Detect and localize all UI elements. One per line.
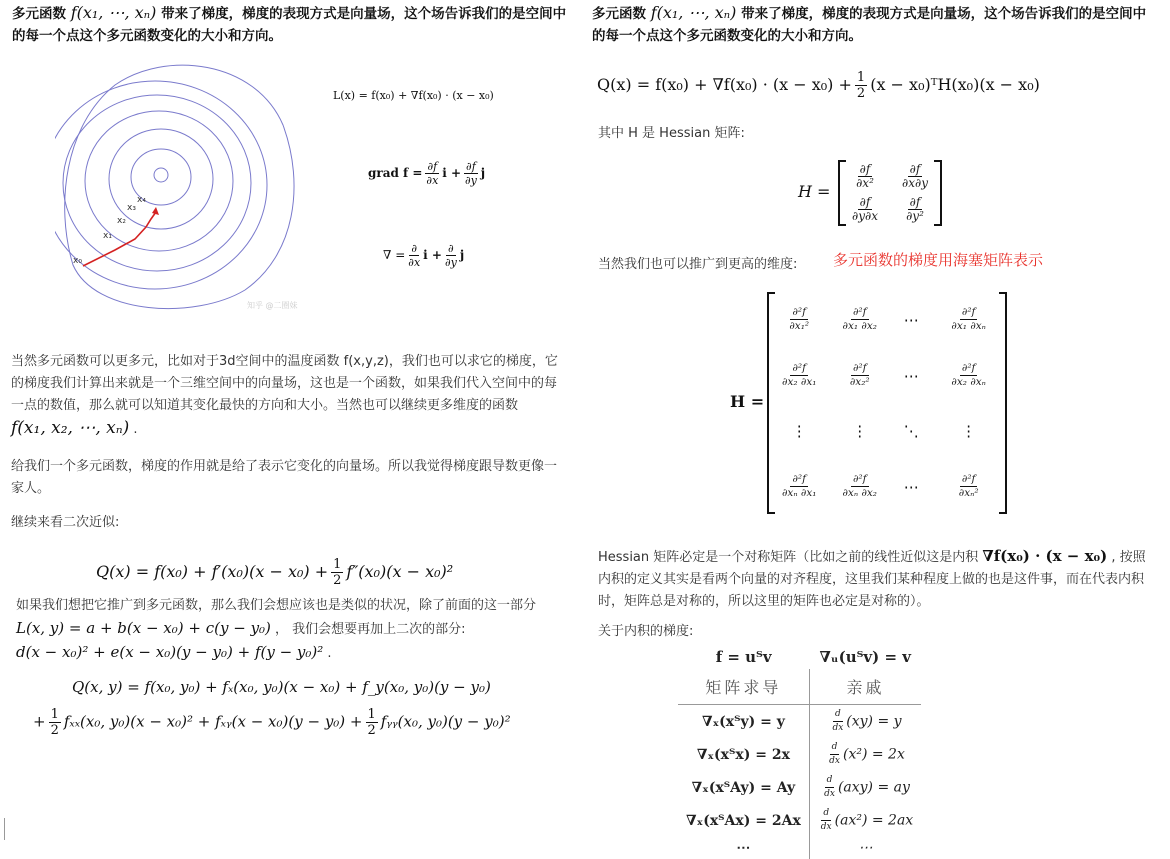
frac-num: ∂f <box>859 162 871 176</box>
formula-part: Q(x) = f(x₀) + f′(x₀)(x − x₀) + <box>96 562 329 581</box>
right-intro <box>592 2 1152 47</box>
intro-text: 多元函数 <box>12 6 71 22</box>
formula-part: (x − x₀)ᵀH(x₀)(x − x₀) <box>870 75 1040 94</box>
frac-num: d <box>825 774 835 788</box>
matrix-entry <box>829 709 846 733</box>
frac-den: 2 <box>333 573 342 588</box>
matrix-entry <box>786 306 812 333</box>
matrix-entry <box>840 473 881 500</box>
frac-num: ∂ <box>411 242 418 255</box>
quadratic-2d-line1: Q(x, y) = f(x₀, y₀) + fₓ(x₀, y₀)(x − x₀) + f_y(x₀, y₀)(y − y₀) <box>72 678 491 696</box>
hessian-intro: 其中 H 是 Hessian 矩阵: <box>598 126 745 141</box>
matrix-entry <box>847 362 873 389</box>
frac-den: ∂x₂ ∂x₁ <box>782 375 817 388</box>
frac-den: ∂y <box>444 256 457 269</box>
paragraph-quadratic: 继续来看二次近似: <box>11 515 120 530</box>
nabla-mid: i + <box>423 248 442 262</box>
frac-den: ∂xₙ ∂x₁ <box>781 486 817 499</box>
table-header-matrix-derivative: 矩阵求导 <box>678 669 809 705</box>
nabla-end: j <box>459 248 465 262</box>
para-text: 如果我们想把它推广到多元函数，那么我们会想应该也是类似的状况，除了前面的这一部分 <box>16 598 537 613</box>
formula-part: + <box>33 712 46 731</box>
frac-num: d <box>830 741 840 755</box>
hessian-2x2-lhs: H = <box>798 182 831 201</box>
table-row <box>678 771 921 804</box>
frac-den: dx <box>820 822 832 832</box>
ellipsis: ⋮ <box>852 422 868 441</box>
left-edge-marker <box>4 818 5 840</box>
label-x1: x₁ <box>103 231 112 241</box>
quadratic-2d-line2 <box>33 707 511 738</box>
table-cell-scalar <box>809 837 921 859</box>
scalar-formula: (xy) = y <box>846 713 902 730</box>
frac-den: ∂y² <box>906 209 924 223</box>
table-cell-matrix: ∇ₓ(xᵀAy) = Ay <box>678 771 809 804</box>
frac-num: ∂²f <box>961 472 976 485</box>
hessian-nxn-lhs: H = <box>730 392 765 411</box>
table-top-left: f = uᵀv <box>715 648 772 666</box>
matrix-entry <box>853 163 877 190</box>
frac-num: ∂²f <box>792 472 806 485</box>
matrix-entry <box>904 477 919 496</box>
red-annotation: 多元函数的梯度用海塞矩阵表示 <box>833 251 1044 269</box>
frac-num: ∂²f <box>852 361 867 374</box>
hessian-2x2-matrix <box>838 160 942 226</box>
table-cell-matrix: ⋯ <box>678 837 809 859</box>
scalar-formula: (ax²) = 2ax <box>834 812 914 829</box>
linear-approx-formula: L(x) = f(x₀) + ∇f(x₀) · (x − x₀) <box>333 89 494 102</box>
frac-num: ∂²f <box>792 306 807 319</box>
frac-den: 2 <box>50 723 59 738</box>
matrix-entry <box>818 808 835 832</box>
frac-den: ∂x∂y <box>902 176 928 190</box>
matrix-entry <box>948 362 989 389</box>
table-cell-scalar <box>809 804 921 837</box>
matrix-entry <box>826 742 843 766</box>
frac-num: ∂²f <box>961 306 976 319</box>
frac-num: d <box>821 807 831 821</box>
derivative-table <box>678 645 921 859</box>
table-cell-matrix: ∇ₓ(xᵀy) = y <box>678 705 809 739</box>
scalar-formula: (x²) = 2x <box>842 746 905 763</box>
grad-formula <box>368 160 485 187</box>
table-cell-matrix: ∇ₓ(xᵀAx) = 2Ax <box>678 804 809 837</box>
formula-part: Q(x) = f(x₀) + ∇f(x₀) · (x − x₀) + <box>597 75 852 94</box>
frac-num: ∂ <box>448 242 454 255</box>
nabla-formula <box>383 242 464 269</box>
grad-end: j <box>480 166 486 180</box>
frac-den: ∂y∂x <box>852 209 878 223</box>
quadratic-terms-formula: d(x − x₀)² + e(x − x₀)(y − y₀) + f(y − y₀)² <box>16 643 324 661</box>
linear-2d-formula: L(x, y) = a + b(x − x₀) + c(y − y₀) <box>16 619 271 637</box>
label-x3: x₃ <box>127 203 136 213</box>
intro-formula: f(x₁, ⋯, xₙ) <box>650 3 737 22</box>
frac-num: ∂²f <box>961 361 976 374</box>
left-intro <box>12 2 572 47</box>
frac-num: ∂f <box>859 195 871 209</box>
quadratic-nd-formula <box>597 70 1040 101</box>
frac-num: ∂f <box>466 160 476 173</box>
table-header-relative: 亲戚 <box>809 669 921 705</box>
matrix-entry <box>904 310 919 329</box>
frac-den: ∂x₁ ∂xₙ <box>951 320 986 333</box>
intro-text: 带来了梯度，梯度的表现方式是向量场，这个场告诉我们的是空间中的每一个点这个多元函数变化的大小和方向。 <box>592 6 1147 44</box>
paragraph-multivar <box>16 595 571 665</box>
frac-num: ∂f <box>427 160 438 173</box>
matrix-entry <box>899 163 931 190</box>
frac-num: ∂f <box>909 162 921 176</box>
matrix-entry <box>821 775 838 799</box>
ellipsis: ⋱ <box>903 422 919 441</box>
ellipsis: ⋯ <box>903 311 919 330</box>
frac-den: ∂xₙ ∂x₂ <box>842 486 878 499</box>
intro-text: 多元函数 <box>592 6 651 22</box>
matrix-entry <box>903 196 927 223</box>
para-text: 当然多元函数可以更多元，比如对于3d空间中的温度函数 f(x,y,z)，我们也可以求它的梯度，它的梯度我们计算出来就是一个三维空间中的向量场，这也是一个函数，如果我们代入空间中的每一点的数值，那么就可以知道其变化最快的方向和大小。当然也可以继续更多维度的函数 <box>11 354 558 413</box>
intro-formula: f(x₁, ⋯, xₙ) <box>70 3 157 22</box>
frac-den: ∂x <box>426 174 439 187</box>
inner-product-title: 关于内积的梯度: <box>598 624 694 639</box>
para-formula: f(x₁, x₂, ⋯, xₙ) <box>11 418 130 438</box>
frac-den: ∂y <box>464 174 477 187</box>
frac-num: ∂²f <box>792 361 807 374</box>
para-text: , 按照内积的定义其实是看两个向量的对齐程度，这里我们某种程度上做的也是这件事，而在代表内积时，矩阵总是对称的，所以这里的矩阵也必定是对称的）。 <box>598 550 1146 609</box>
scalar-formula: (axy) = ay <box>837 779 910 796</box>
para-text: . <box>129 422 138 437</box>
matrix-entry <box>849 196 881 223</box>
frac-den: ∂x² <box>856 176 874 190</box>
table-row <box>678 837 921 859</box>
label-x2: x₂ <box>117 216 126 226</box>
para-text: ， 我们会想要再加上二次的部分: <box>270 622 466 637</box>
matrix-entry <box>840 306 880 333</box>
para-text: . <box>323 646 332 661</box>
table-cell-matrix: ∇ₓ(xᵀx) = 2x <box>678 738 809 771</box>
frac-num: ∂²f <box>852 306 867 319</box>
ellipsis: ⋮ <box>791 422 807 441</box>
hessian-nxn-matrix <box>767 292 1007 514</box>
matrix-entry <box>792 421 807 440</box>
gradient-contour-diagram <box>55 55 315 320</box>
frac-num: d <box>833 708 843 722</box>
frac-num: ∂²f <box>852 472 867 485</box>
table-cell-scalar <box>809 771 921 804</box>
frac-den: ∂x <box>408 256 421 269</box>
symmetric-paragraph <box>598 545 1158 613</box>
frac-num: 1 <box>367 707 376 722</box>
matrix-entry <box>961 421 976 440</box>
inner-product-formula: ∇f(x₀) · (x − x₀) <box>982 547 1108 565</box>
table-top-right: ∇ᵤ(uᵀv) = v <box>819 648 911 666</box>
table-cell-scalar <box>809 705 921 739</box>
para-text: Hessian 矩阵必定是一个对称矩阵（比如之前的线性近似这是内积 <box>598 550 983 565</box>
higher-dim-text: 当然我们也可以推广到更高的维度: <box>598 257 798 272</box>
frac-den: ∂x₁ ∂x₂ <box>842 320 877 333</box>
quadratic-1d-formula <box>96 557 453 588</box>
table-row <box>678 804 921 837</box>
frac-den: dx <box>824 789 835 799</box>
paragraph-vector-field: 给我们一个多元函数，梯度的作用就是给了表示它变化的向量场。所以我觉得梯度跟导数更像一家人。 <box>11 459 558 496</box>
label-x0: x₀ <box>73 256 82 266</box>
table-row <box>678 738 921 771</box>
paragraph-3d-gradient <box>11 351 566 441</box>
frac-den: dx <box>832 723 844 733</box>
frac-num: 1 <box>333 557 342 572</box>
frac-den: ∂x₁² <box>789 320 810 333</box>
table-row <box>678 705 921 739</box>
frac-den: dx <box>829 756 840 766</box>
matrix-entry <box>852 421 867 440</box>
frac-den: ∂x₂² <box>849 375 870 388</box>
grad-mid: i + <box>442 166 462 180</box>
table-cell-scalar <box>809 738 921 771</box>
ellipsis: ⋯ <box>903 477 919 496</box>
matrix-entry <box>948 306 989 333</box>
frac-num: 1 <box>856 70 866 85</box>
formula-part: fᵧᵧ(x₀, y₀)(y − y₀)² <box>380 712 511 731</box>
matrix-entry <box>956 473 982 500</box>
frac-den: ∂xₙ² <box>958 486 979 499</box>
nabla-lhs: ∇ = <box>383 248 406 262</box>
grad-lhs: grad f = <box>368 166 423 180</box>
matrix-entry <box>779 473 820 500</box>
ellipsis: ⋯ <box>903 366 919 385</box>
watermark: 知乎 @二圈妹 <box>247 301 298 310</box>
matrix-entry <box>904 366 919 385</box>
frac-num: ∂f <box>909 195 921 209</box>
scalar-formula: ⋯ <box>858 840 873 856</box>
matrix-entry <box>904 421 919 440</box>
formula-part: f″(x₀)(x − x₀)² <box>346 562 454 581</box>
formula-part: fₓₓ(x₀, y₀)(x − x₀)² + fₓᵧ(x − x₀)(y − y₀) + <box>63 712 363 731</box>
frac-den: ∂x₂ ∂xₙ <box>951 375 986 388</box>
matrix-entry <box>779 362 819 389</box>
frac-den: 2 <box>367 723 376 738</box>
label-x4: x₄ <box>137 195 146 205</box>
ellipsis: ⋮ <box>961 422 977 441</box>
intro-text: 带来了梯度，梯度的表现方式是向量场，这个场告诉我们的是空间中的每一个点这个多元函数变化的大小和方向。 <box>12 6 567 44</box>
frac-den: 2 <box>856 86 866 101</box>
frac-num: 1 <box>50 707 59 722</box>
